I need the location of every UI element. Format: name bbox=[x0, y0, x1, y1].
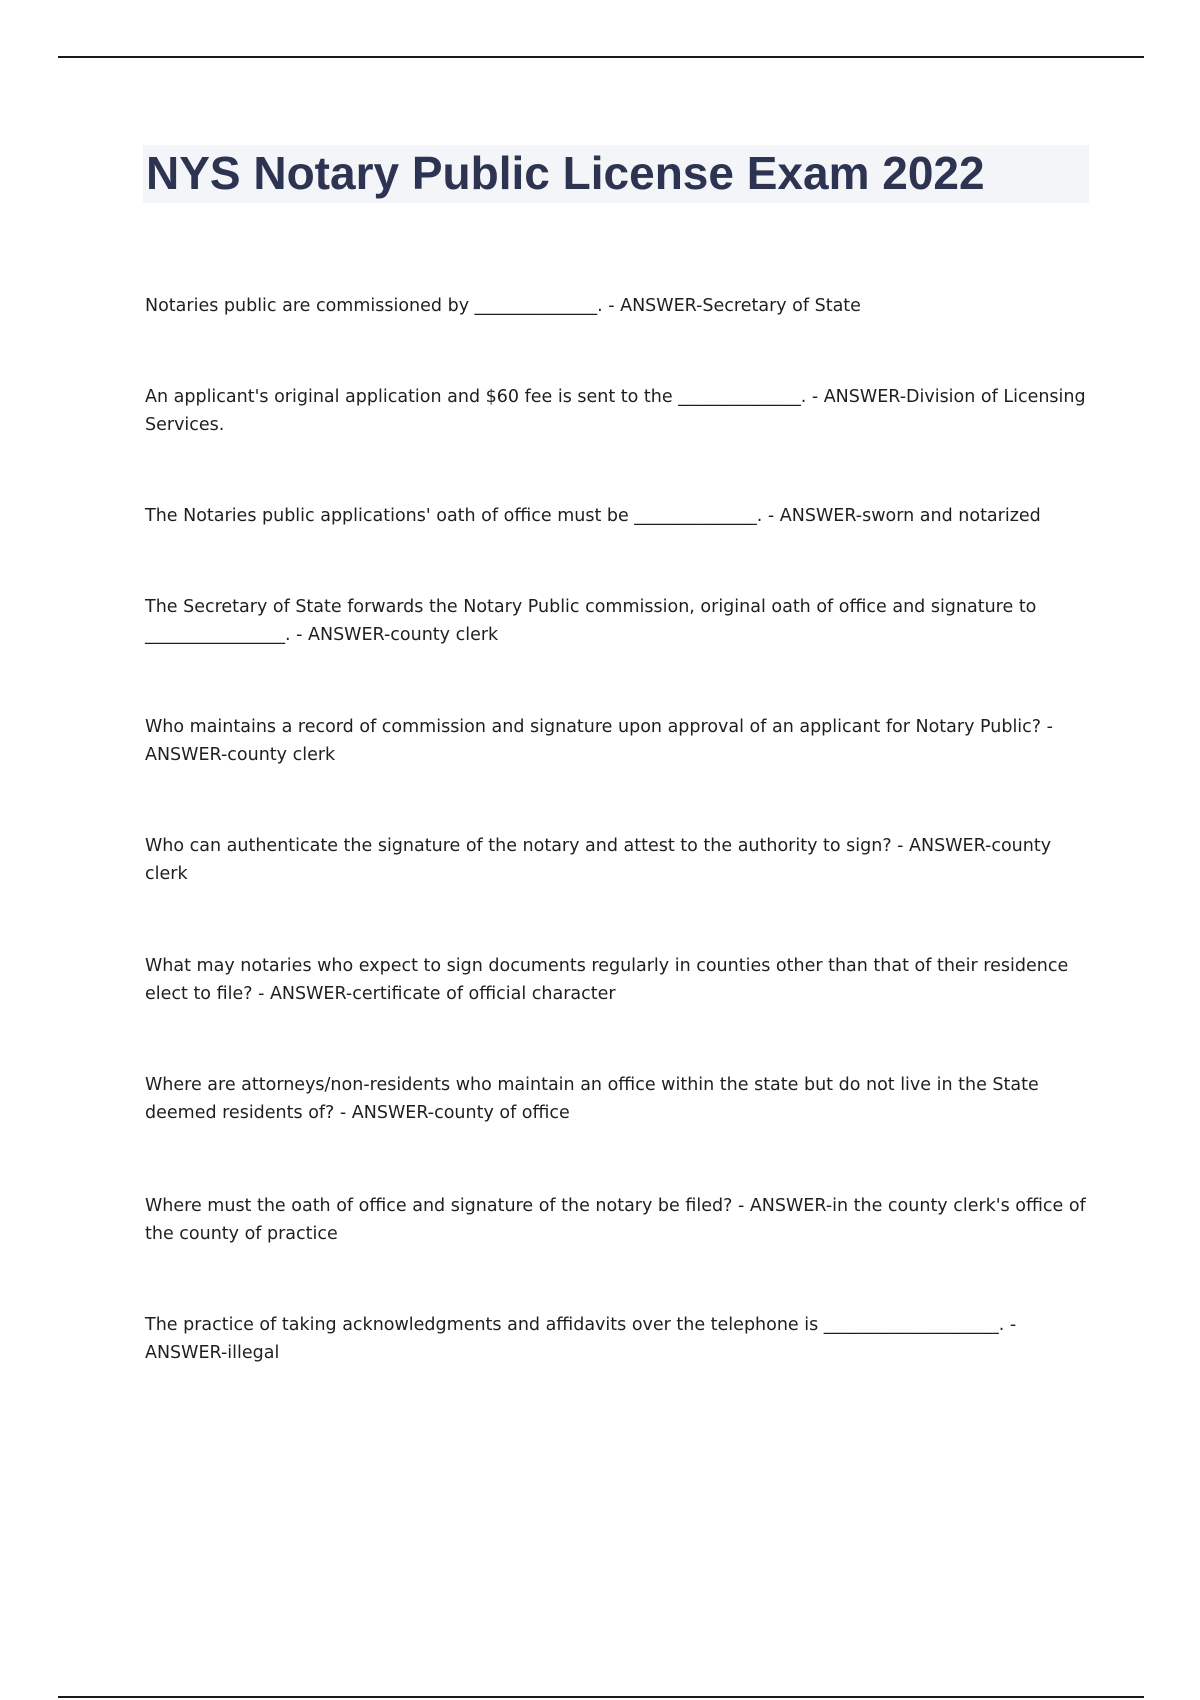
question-answer-item: The practice of taking acknowledgments and affidavits over the telephone is ____________________. - ANSWER-illegal bbox=[145, 1315, 1017, 1363]
question-answer-item: What may notaries who expect to sign documents regularly in counties other than that of their residence elect to file? - ANSWER-certificate of official character bbox=[145, 956, 1069, 1004]
question-answer-item: Who can authenticate the signature of the notary and attest to the authority to sign? - ANSWER-county clerk bbox=[145, 836, 1052, 884]
question-answer-item: Where must the oath of office and signature of the notary be filed? - ANSWER-in the county clerk's office of the county of practice bbox=[145, 1196, 1086, 1244]
question-answer-item: Notaries public are commissioned by ______________. - ANSWER-Secretary of State bbox=[145, 296, 861, 316]
question-answer-item: An applicant's original application and $60 fee is sent to the ______________. - ANSWER-Division of Licensing Services. bbox=[145, 387, 1086, 435]
page-title: NYS Notary Public License Exam 2022 bbox=[146, 147, 985, 199]
question-answer-item: Where are attorneys/non-residents who maintain an office within the state but do not live in the State deemed residents of? - ANSWER-county of office bbox=[145, 1075, 1039, 1123]
question-answer-item: Who maintains a record of commission and signature upon approval of an applicant for Notary Public? - ANSWER-county clerk bbox=[145, 717, 1053, 765]
question-answer-item: The Notaries public applications' oath of office must be ______________. - ANSWER-sworn and notarized bbox=[145, 506, 1041, 526]
top-rule bbox=[58, 56, 1144, 58]
question-answer-item: The Secretary of State forwards the Notary Public commission, original oath of office and signature to ________________. - ANSWER-county clerk bbox=[145, 597, 1037, 645]
bottom-rule bbox=[58, 1696, 1144, 1698]
